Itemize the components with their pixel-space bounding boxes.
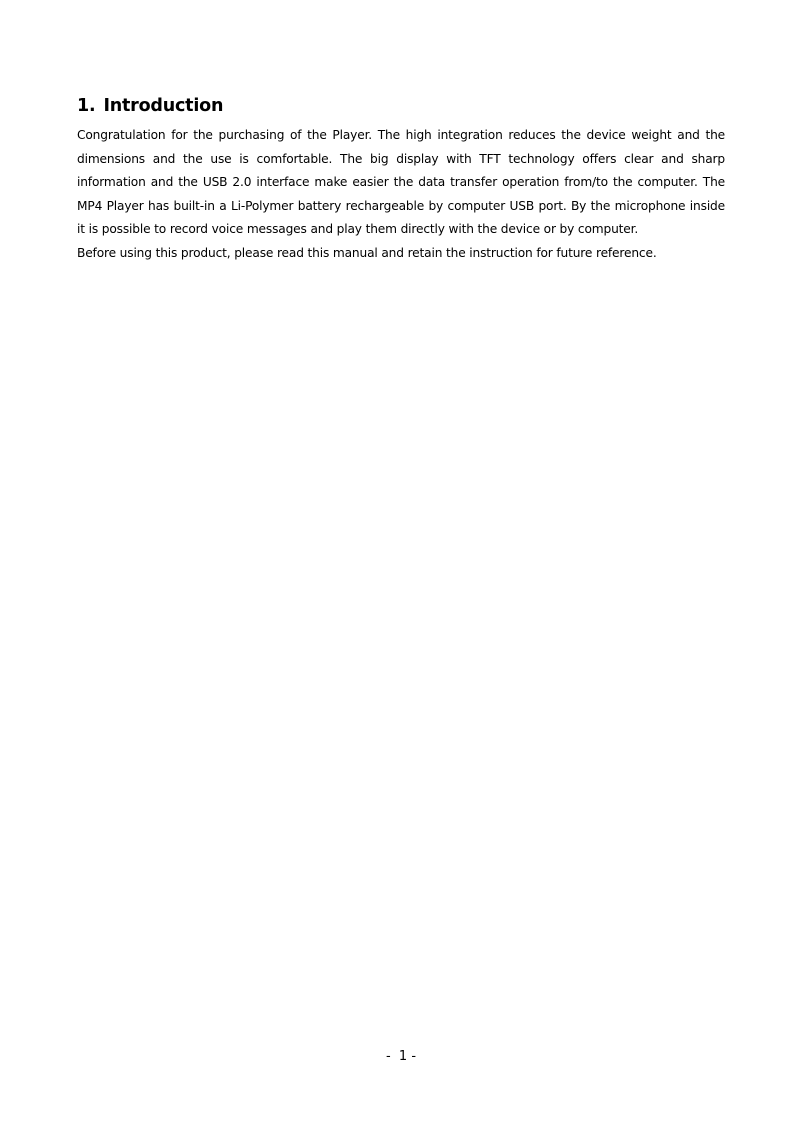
body-text	[77, 124, 725, 265]
page-number: - 1 -	[385, 1049, 417, 1064]
section-number: 1.	[77, 96, 96, 116]
section-heading	[77, 95, 223, 117]
usage-note-paragraph: Before using this product, please read this manual and retain the instruction for future reference.	[77, 245, 657, 260]
section-title: Introduction	[103, 96, 224, 116]
intro-paragraph: Congratulation for the purchasing of the Player. The high integration reduces the device weight and the dimensions and the use is comfortable. The big display with TFT technology offers clear and sharp information and the USB 2.0 interface make easier the data transfer operation from/to the computer. The MP4 Player has built-in a Li-Polymer battery rechargeable by computer USB port. By the microphone inside it is possible to record voice messages and play them directly with the device or by computer.	[77, 128, 725, 236]
